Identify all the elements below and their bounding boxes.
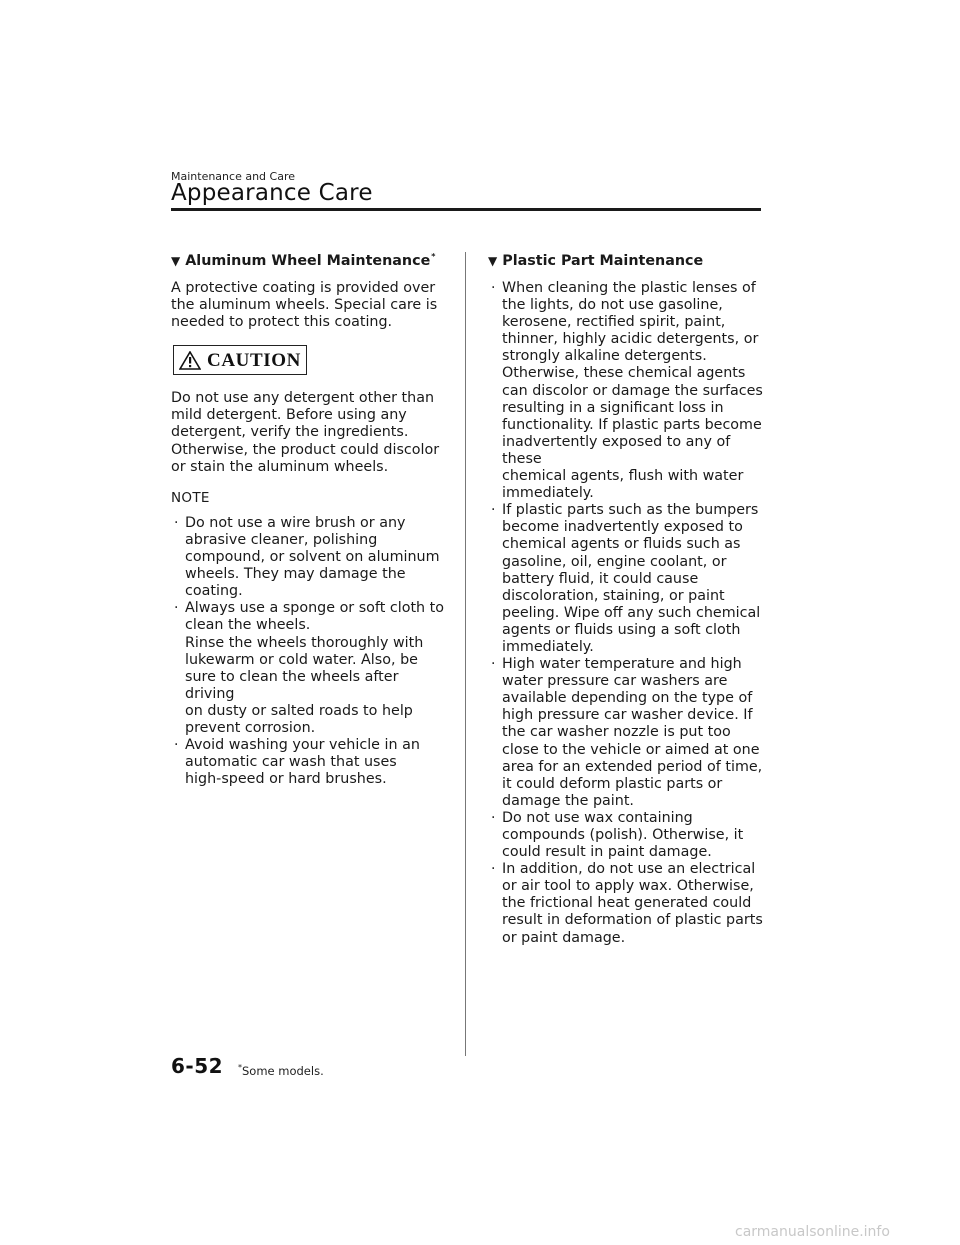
- text-line: When cleaning the plastic lenses of: [502, 280, 756, 296]
- text-line: could result in paint damage.: [502, 844, 712, 861]
- text-line: sure to clean the wheels after driving: [185, 668, 399, 702]
- footnote-asterisk: *: [238, 1063, 242, 1073]
- text-line: peeling. Wipe off any such chemical: [502, 604, 761, 621]
- text-line: Avoid washing your vehicle in an: [185, 737, 420, 754]
- text-line: high-speed or hard brushes.: [185, 771, 387, 788]
- header-rule: [171, 208, 761, 211]
- list-item: [174, 600, 446, 737]
- list-item: [174, 514, 446, 600]
- text-line: battery fluid, it could cause: [502, 570, 699, 587]
- list-item: [491, 656, 763, 810]
- text-line: or air tool to apply wax. Otherwise,: [502, 878, 754, 895]
- text-line: or stain the aluminum wheels.: [171, 458, 389, 475]
- section-triangle-icon: ▼: [488, 254, 498, 268]
- text-line: coating.: [185, 583, 243, 600]
- text-line: abrasive cleaner, polishing: [185, 531, 378, 548]
- watermark: carmanualsonline.info: [735, 1224, 890, 1240]
- text-line: result in deformation of plastic parts: [502, 912, 763, 929]
- text-line: chemical agents or fluids such as: [502, 536, 741, 553]
- plastic-part-heading-text: Plastic Part Maintenance: [502, 253, 704, 269]
- text-line: agents or fluids using a soft cloth: [502, 621, 741, 638]
- text-line: discoloration, staining, or paint: [502, 587, 725, 604]
- note-list: [171, 515, 446, 789]
- text-line: If plastic parts such as the bumpers: [502, 502, 759, 519]
- header-section-title: Appearance Care: [171, 180, 373, 206]
- column-divider: [465, 252, 466, 1056]
- aluminum-wheel-heading: [171, 252, 446, 270]
- text-line: needed to protect this coating.: [171, 314, 393, 331]
- text-line: can discolor or damage the surfaces: [502, 382, 763, 399]
- heading-asterisk: *: [431, 252, 436, 262]
- section-triangle-icon: ▼: [171, 254, 181, 268]
- caution-label: CAUTION: [207, 349, 301, 371]
- text-line: Otherwise, the product could discolor: [171, 441, 440, 458]
- plastic-part-heading: [488, 252, 763, 270]
- plastic-part-list: [488, 280, 763, 947]
- text-line: Otherwise, these chemical agents: [502, 365, 746, 382]
- text-line: detergent, verify the ingredients.: [171, 424, 409, 441]
- bullet-dot: ·: [174, 514, 179, 531]
- text-line: Always use a sponge or soft cloth to: [185, 600, 445, 617]
- header-section-small: Maintenance and Care: [171, 170, 295, 183]
- right-column: [488, 252, 763, 947]
- text-line: kerosene, rectified spirit, paint,: [502, 314, 726, 331]
- bullet-dot: ·: [174, 600, 179, 617]
- list-item: [491, 280, 763, 502]
- aluminum-wheel-heading-text: Aluminum Wheel Maintenance: [185, 253, 431, 269]
- bullet-dot: ·: [491, 280, 496, 296]
- text-line: clean the wheels.: [185, 617, 311, 634]
- text-line: the car washer nozzle is put too: [502, 724, 731, 741]
- list-item: [491, 809, 763, 861]
- footnote-text: Some models.: [242, 1064, 324, 1078]
- bullet-dot: ·: [491, 809, 496, 826]
- text-line: resulting in a significant loss in: [502, 399, 724, 416]
- note-label: NOTE: [171, 489, 210, 506]
- text-line: immediately.: [502, 485, 594, 502]
- text-line: strongly alkaline detergents.: [502, 348, 707, 365]
- text-line: automatic car wash that uses: [185, 754, 397, 771]
- text-line: functionality. If plastic parts become: [502, 416, 762, 433]
- text-line: Do not use any detergent other than: [171, 390, 435, 407]
- text-line: chemical agents, flush with water: [502, 468, 744, 485]
- text-line: Rinse the wheels thoroughly with: [185, 634, 424, 651]
- left-column: [171, 252, 446, 788]
- caution-box: [173, 345, 307, 375]
- list-item: [491, 861, 763, 946]
- text-line: on dusty or salted roads to help: [185, 702, 413, 719]
- text-line: the lights, do not use gasoline,: [502, 297, 723, 314]
- text-line: area for an extended period of time,: [502, 758, 763, 775]
- text-line: inadvertently exposed to any of these: [502, 433, 731, 467]
- list-item: [491, 502, 763, 656]
- footnote: [238, 1064, 324, 1078]
- text-line: gasoline, oil, engine coolant, or: [502, 553, 727, 570]
- bullet-dot: ·: [491, 502, 496, 519]
- text-line: available depending on the type of: [502, 690, 753, 707]
- page-number: 6-52: [171, 1054, 224, 1078]
- text-line: thinner, highly acidic detergents, or: [502, 331, 759, 348]
- text-line: Do not use wax containing: [502, 809, 693, 826]
- text-line: compound, or solvent on aluminum: [185, 549, 440, 566]
- text-line: compounds (polish). Otherwise, it: [502, 827, 744, 843]
- bullet-dot: ·: [174, 737, 179, 754]
- text-line: mild detergent. Before using any: [171, 407, 407, 424]
- text-line: lukewarm or cold water. Also, be: [185, 651, 418, 668]
- text-line: Do not use a wire brush or any: [185, 514, 406, 531]
- caution-text: [171, 390, 446, 475]
- list-item: [174, 737, 446, 788]
- text-line: In addition, do not use an electrical: [502, 861, 756, 878]
- text-line: the frictional heat generated could: [502, 895, 752, 912]
- text-line: water pressure car washers are: [502, 673, 728, 690]
- text-line: A protective coating is provided over: [171, 280, 436, 296]
- text-line: damage the paint.: [502, 792, 634, 809]
- text-line: the aluminum wheels. Special care is: [171, 297, 438, 314]
- bullet-dot: ·: [491, 656, 496, 673]
- text-line: wheels. They may damage the: [185, 566, 406, 583]
- text-line: immediately.: [502, 638, 594, 655]
- text-line: prevent corrosion.: [185, 719, 316, 736]
- warning-triangle-icon: [179, 351, 201, 370]
- text-line: close to the vehicle or aimed at one: [502, 741, 760, 758]
- text-line: become inadvertently exposed to: [502, 519, 743, 536]
- bullet-dot: ·: [491, 861, 496, 878]
- text-line: it could deform plastic parts or: [502, 775, 723, 792]
- text-line: High water temperature and high: [502, 656, 742, 673]
- aluminum-intro: [171, 280, 446, 331]
- text-line: or paint damage.: [502, 929, 626, 946]
- text-line: high pressure car washer device. If: [502, 707, 753, 724]
